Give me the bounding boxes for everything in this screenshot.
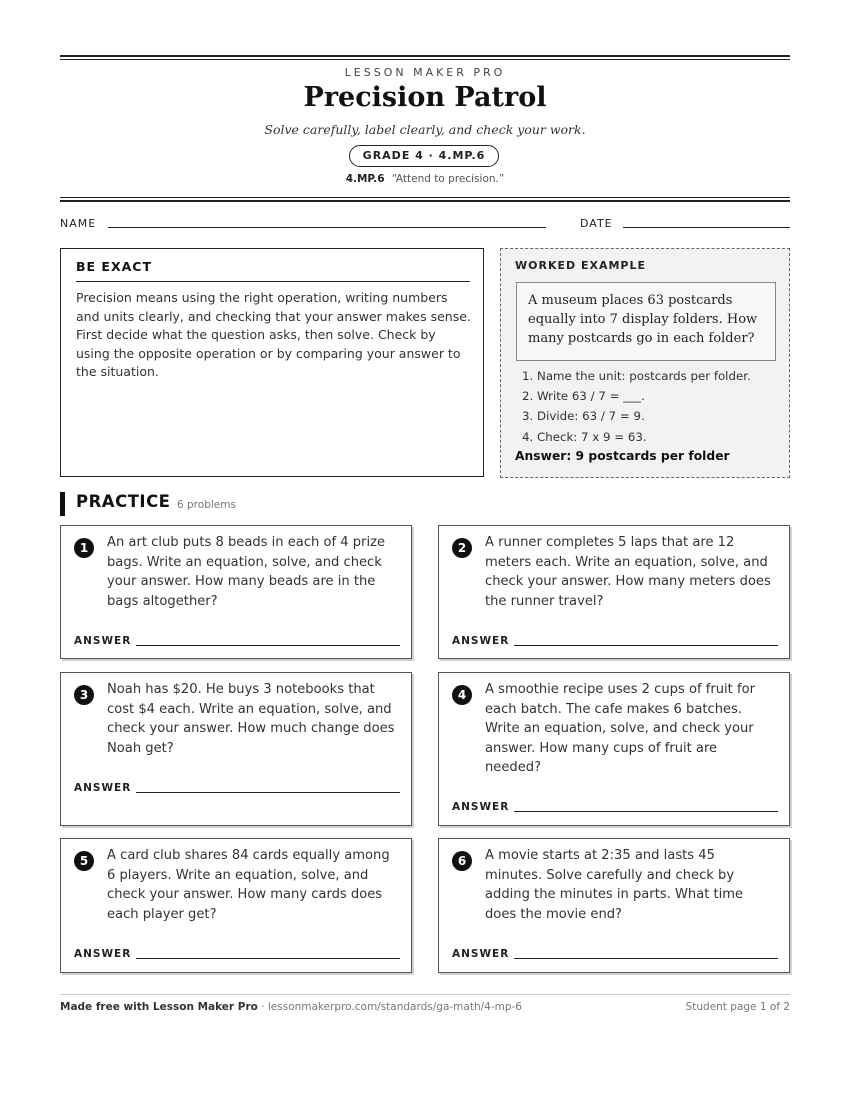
answer-label: ANSWER bbox=[452, 948, 510, 960]
footer-page-number: Student page 1 of 2 bbox=[685, 1001, 790, 1013]
problem-card-1 bbox=[60, 525, 412, 659]
worked-example-panel bbox=[500, 248, 790, 478]
answer-field[interactable] bbox=[514, 645, 778, 646]
worked-example-question: A museum places 63 postcards equally into 7 display folders. How many postcards go in each folder? bbox=[516, 282, 776, 361]
grade-badge: GRADE 4 · 4.MP.6 bbox=[349, 145, 499, 167]
problem-text: A card club shares 84 cards equally among 6 players. Write an equation, solve, and check your answer. How many cards does each player get? bbox=[107, 848, 390, 922]
be-exact-body: Precision means using the right operation, writing numbers and units clearly, and checking that your answer makes sense. First decide what the question asks, then solve. Check by using the opposite operation or by comparing your answer to the situation. bbox=[76, 290, 471, 379]
header-top-rule-thin bbox=[60, 59, 790, 60]
standard-text: “Attend to precision.” bbox=[391, 173, 505, 185]
worked-example-steps bbox=[522, 366, 751, 447]
problem-card-6 bbox=[438, 838, 790, 973]
problem-text: A runner completes 5 laps that are 12 meters each. Write an equation, solve, and check your answer. How many meters does the runner travel? bbox=[485, 535, 771, 609]
be-exact-title: BE EXACT bbox=[76, 259, 152, 274]
date-field[interactable] bbox=[623, 227, 790, 228]
problem-number: 5 bbox=[74, 851, 94, 871]
answer-field[interactable] bbox=[136, 645, 400, 646]
answer-field[interactable] bbox=[136, 792, 400, 793]
problem-number: 6 bbox=[452, 851, 472, 871]
footer-made-with: Made free with Lesson Maker Pro bbox=[60, 1001, 258, 1013]
footer-url[interactable]: · lessonmakerpro.com/standards/ga-math/4-mp-6 bbox=[257, 1001, 522, 1013]
name-label: NAME bbox=[60, 217, 97, 230]
problem-card-5 bbox=[60, 838, 412, 973]
header-bottom-rule bbox=[60, 200, 790, 202]
answer-label: ANSWER bbox=[74, 948, 132, 960]
header-top-rule bbox=[60, 55, 790, 57]
problem-text: A movie starts at 2:35 and lasts 45 minutes. Solve carefully and check by adding the minutes in parts. What time does the movie end? bbox=[485, 848, 744, 922]
answer-field[interactable] bbox=[514, 958, 778, 959]
date-label: DATE bbox=[580, 217, 613, 230]
worked-example-answer: Answer: 9 postcards per folder bbox=[515, 449, 730, 463]
be-exact-divider bbox=[76, 281, 470, 282]
page-subtitle: Solve carefully, label clearly, and check your work. bbox=[264, 122, 586, 137]
worked-step: 4. Check: 7 x 9 = 63. bbox=[522, 429, 647, 444]
worked-example-title: WORKED EXAMPLE bbox=[515, 259, 646, 272]
footer-divider bbox=[60, 994, 790, 995]
answer-label: ANSWER bbox=[452, 801, 510, 813]
practice-count: 6 problems bbox=[177, 499, 236, 511]
brand-name: LESSON MAKER PRO bbox=[344, 66, 506, 79]
answer-label: ANSWER bbox=[74, 635, 132, 647]
header-bottom-rule-thin bbox=[60, 197, 790, 198]
answer-label: ANSWER bbox=[74, 782, 132, 794]
standard-line bbox=[0, 173, 850, 185]
practice-title: PRACTICE bbox=[76, 492, 171, 511]
problem-text: Noah has $20. He buys 3 notebooks that cost $4 each. Write an equation, solve, and check your answer. How much change does Noah get? bbox=[107, 682, 395, 756]
problem-text: An art club puts 8 beads in each of 4 prize bags. Write an equation, solve, and check your answer. How many beads are in the bags altogether? bbox=[107, 535, 386, 609]
worked-step: 2. Write 63 / 7 = ___. bbox=[522, 389, 645, 404]
answer-field[interactable] bbox=[136, 958, 400, 959]
standard-code: 4.MP.6 bbox=[345, 173, 385, 185]
worked-step: 1. Name the unit: postcards per folder. bbox=[522, 369, 751, 383]
problem-card-3 bbox=[60, 672, 412, 826]
problem-card-2 bbox=[438, 525, 790, 659]
problem-number: 2 bbox=[452, 538, 472, 558]
name-field[interactable] bbox=[108, 227, 546, 228]
be-exact-panel bbox=[60, 248, 484, 477]
problem-number: 3 bbox=[74, 685, 94, 705]
problem-text: A smoothie recipe uses 2 cups of fruit for each batch. The cafe makes 6 batches. Write an equation, solve, and check your answer. How many cups of fruit are needed? bbox=[485, 682, 755, 775]
answer-label: ANSWER bbox=[452, 635, 510, 647]
worked-step: 3. Divide: 63 / 7 = 9. bbox=[522, 409, 645, 424]
problem-number: 4 bbox=[452, 685, 472, 705]
page-title: Precision Patrol bbox=[303, 82, 547, 113]
problem-card-4 bbox=[438, 672, 790, 826]
practice-accent-bar bbox=[60, 492, 65, 516]
answer-field[interactable] bbox=[514, 811, 778, 812]
problem-number: 1 bbox=[74, 538, 94, 558]
footer-credit bbox=[60, 1001, 522, 1013]
